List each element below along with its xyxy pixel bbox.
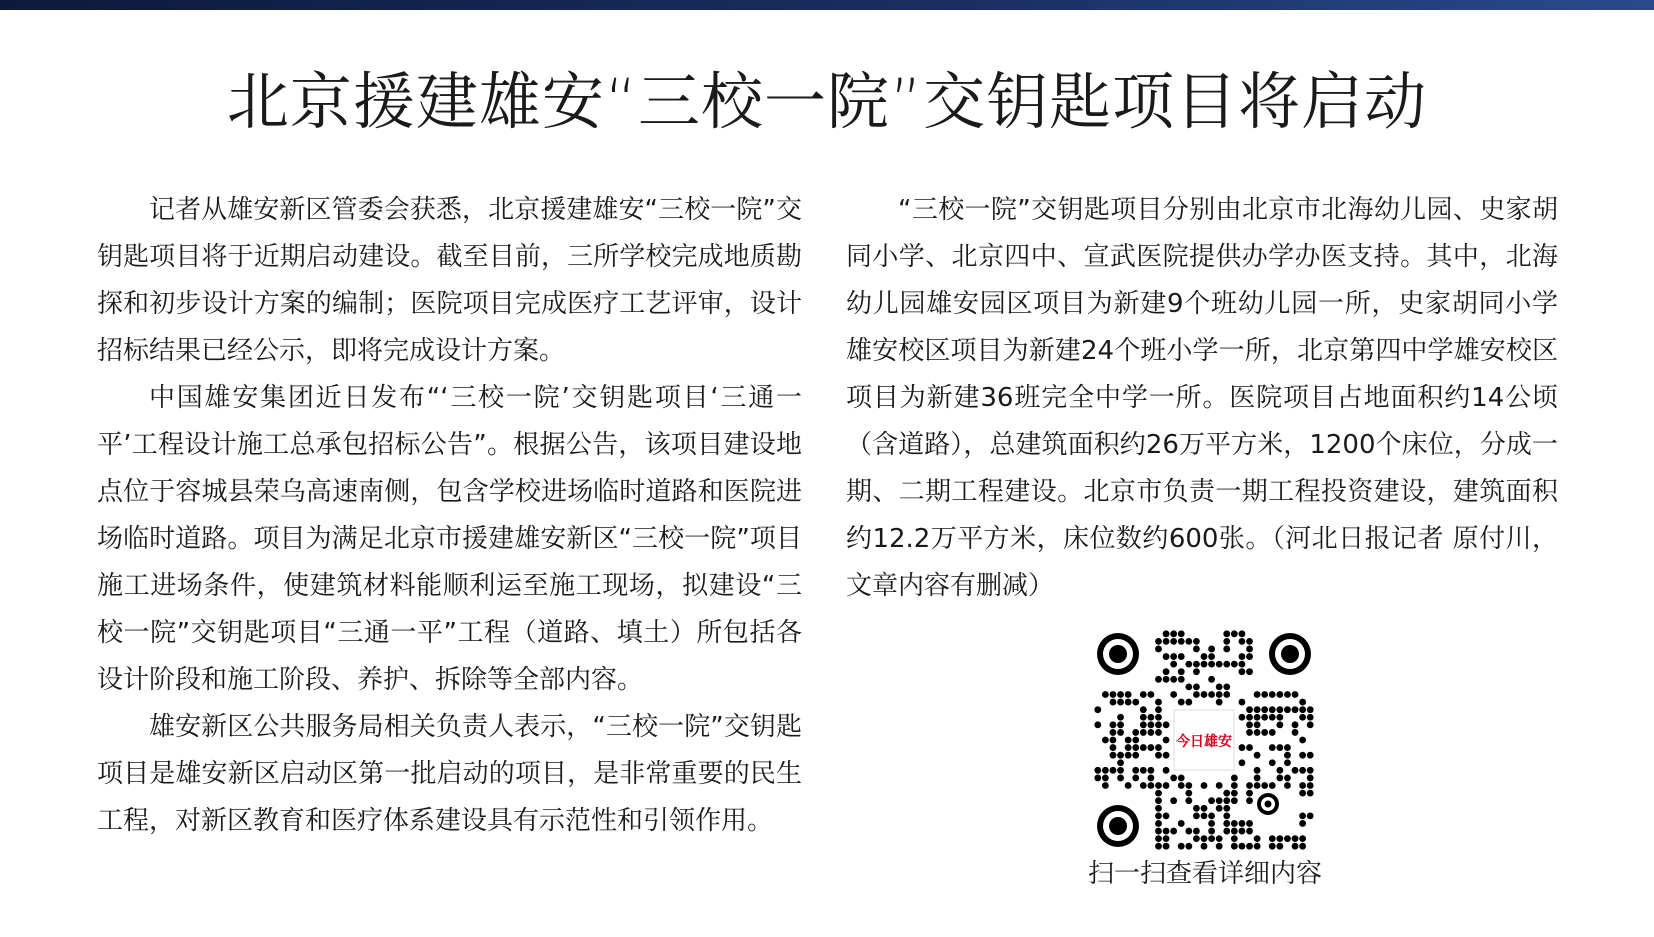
qr-caption: 扫一扫查看详细内容 [1087, 859, 1322, 889]
qr-logo [1174, 710, 1234, 770]
qr-alignment-pattern [1257, 793, 1279, 815]
article-paragraph: 雄安新区公共服务局相关负责人表示，“三校一院”交钥匙项目是雄安新区启动区第一批启动的项目，是非常重要的民生工程，对新区教育和医疗体系建设具有示范性和引领作用。 [97, 712, 802, 836]
qr-logo-text: 今日雄安 [1176, 734, 1232, 750]
article-paragraph: 中国雄安集团近日发布“‘三校一院’交钥匙项目‘三通一平’工程设计施工总承包招标公告”。根据公告，该项目建设地点位于容城县荣乌高速南侧，包含学校进场临时道路和医院进场临时道路。项目为满足北京市援建雄安新区“三校一院”项目施工进场条件，使建筑材料能顺利运至施工现场，拟建设“三校一院”交钥匙项目“三通一平”工程（道路、填土）所包括各设计阶段和施工阶段、养护、拆除等全部内容。 [97, 383, 802, 695]
article-right-column [846, 187, 1558, 610]
article-paragraph: “三校一院”交钥匙项目分别由北京市北海幼儿园、史家胡同小学、北京四中、宣武医院提供办学办医支持。其中，北海幼儿园雄安园区项目为新建9个班幼儿园一所，史家胡同小学雄安校区项目为新建24个班小学一所，北京第四中学雄安校区项目为新建36班完全中学一所。医院项目占地面积约14公顷（含道路），总建筑面积约26万平方米，1200个床位，分成一期、二期工程建设。北京市负责一期工程投资建设，建筑面积约12.2万平方米，床位数约600张。（河北日报记者 原付川，文章内容有删减） [846, 195, 1558, 601]
article-left-column [97, 187, 802, 845]
qr-finder-bottom-left [1097, 805, 1139, 847]
article-paragraph: 记者从雄安新区管委会获悉，北京援建雄安“三校一院”交钥匙项目将于近期启动建设。截至目前，三所学校完成地质勘探和初步设计方案的编制；医院项目完成医疗工艺评审，设计招标结果已经公示，即将完成设计方案。 [97, 195, 802, 366]
page-title: 北京援建雄安“三校一院”交钥匙项目将启动 [226, 65, 1428, 138]
qr-code[interactable] [1094, 630, 1314, 850]
qr-finder-top-left [1097, 633, 1139, 675]
top-accent-bar [0, 0, 1654, 10]
qr-finder-top-right [1269, 633, 1311, 675]
